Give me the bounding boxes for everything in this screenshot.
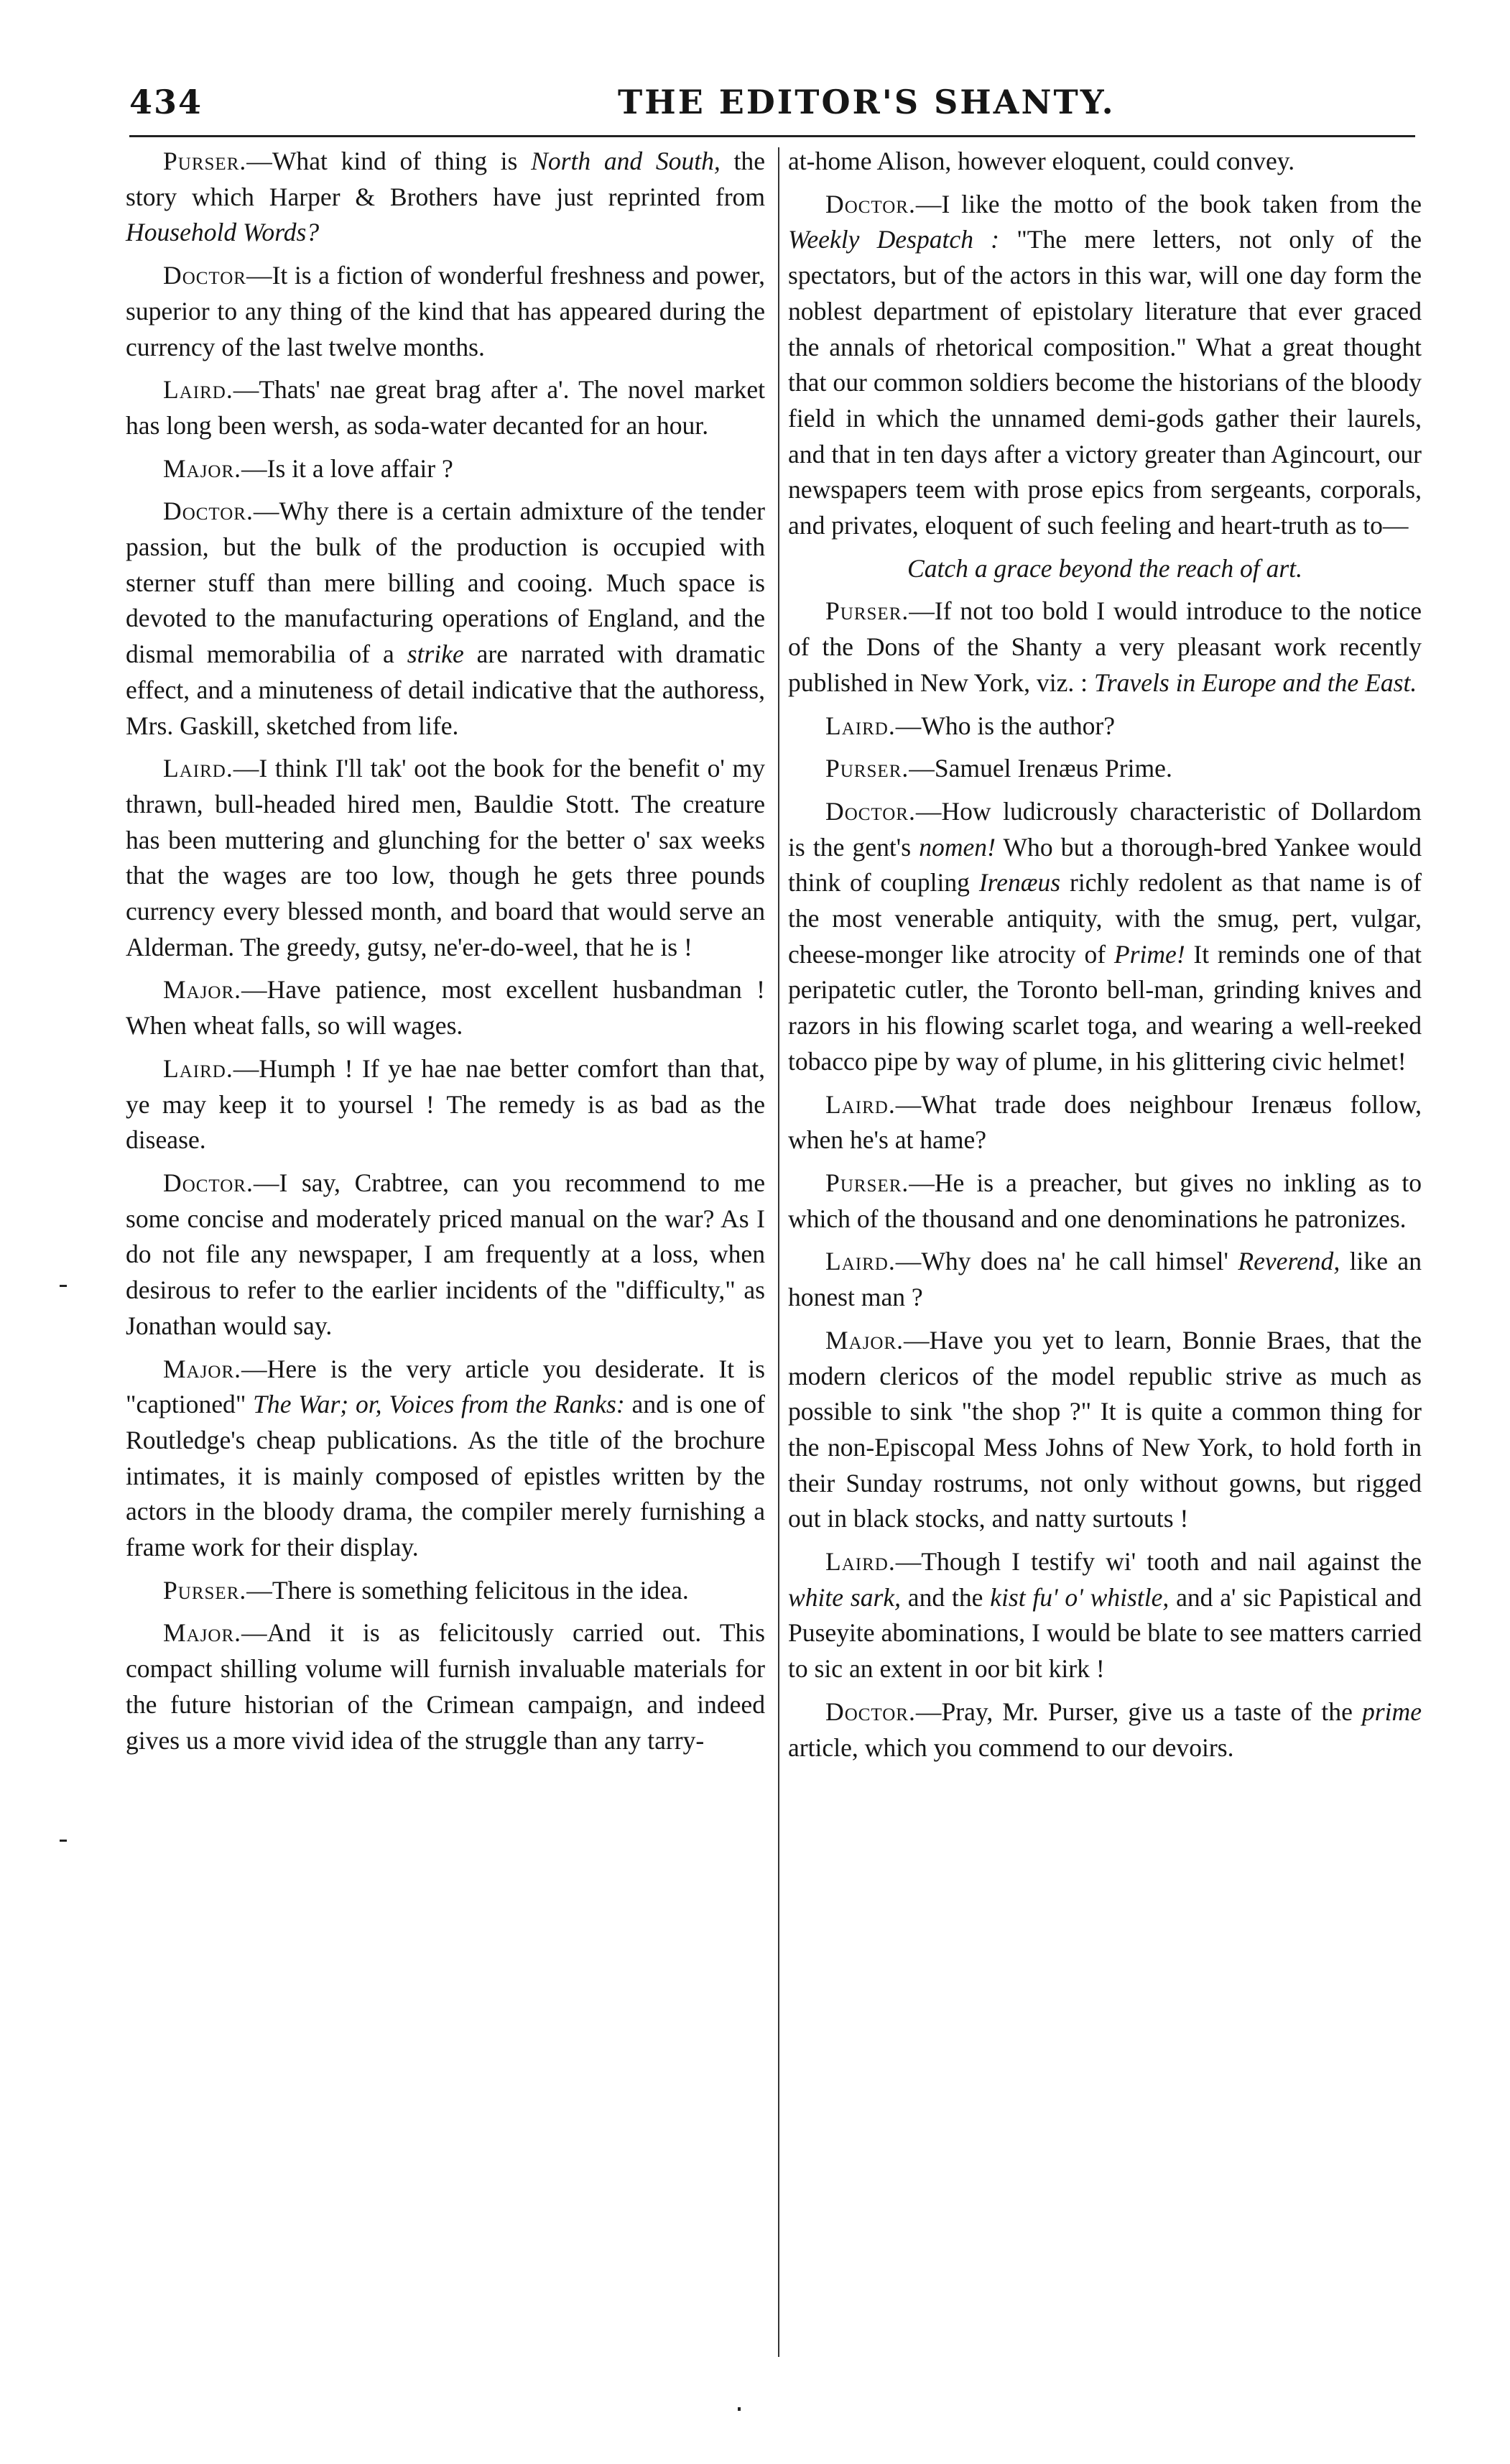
right-paragraph (788, 751, 1422, 787)
left-paragraph (126, 1051, 765, 1158)
body-text: —Have patience, most excellent husbandman ! When wheat falls, so will wages. (126, 975, 765, 1040)
body-text: —Humph ! If ye hae nae better comfort than that, ye may keep it to yoursel ! The remedy is as bad as the disease. (126, 1053, 765, 1155)
body-text: and the (901, 1582, 991, 1612)
body-text: —I think I'll tak' oot the book for the benefit o' my thrawn, bull-headed hired men, Bauldie Stott. The creature has been muttering and glunching for the better o' sax weeks that the wages are too low, though he gets three pounds currency every blessed month, and board that would serve an Alderman. The greedy, gutsy, ne'er-do-weel, that he is ! (126, 754, 765, 961)
body-text: —If not too bold I would introduce to the notice of the Dons of the Shanty a very pleasant work recently published in New York, viz. : (788, 596, 1422, 697)
right-paragraph (788, 1544, 1422, 1687)
left-paragraph (126, 751, 765, 965)
body-text: like an honest man ? (788, 1247, 1422, 1312)
left-column (126, 144, 765, 1766)
print-speck (60, 1285, 67, 1287)
body-text: richly redolent as that name is of the most venerable antiquity, with the smug, pert, vulgar, cheese-monger like atrocity of (788, 868, 1422, 969)
speaker-name: Doctor. (825, 796, 916, 826)
italic-text: Weekly Despatch : (788, 225, 1000, 254)
body-text: —What trade does neighbour Irenæus follow, when he's at hame? (788, 1089, 1422, 1155)
italic-text: North and South, (531, 147, 721, 175)
italic-text: Travels in Europe and the East. (1093, 668, 1417, 697)
body-text: Who but a thorough-bred Yankee would think of coupling (788, 832, 1422, 898)
body-text: —Thats' nae great brag after a'. The novel market has long been wersh, as soda-water decanted for an hour. (126, 375, 765, 440)
body-text: —Is it a love affair ? (241, 453, 453, 483)
left-paragraph (126, 372, 765, 443)
italic-text: prime (1361, 1697, 1422, 1726)
body-text: —Why does na' he call himsel' (895, 1247, 1238, 1276)
left-paragraph (126, 451, 765, 487)
body-text: —I like the motto of the book taken from the (915, 189, 1422, 218)
body-text: —There is something felicitous in the idea. (246, 1575, 689, 1605)
speaker-name: Purser. (825, 754, 909, 783)
italic-text: strike (407, 640, 464, 669)
body-text: —I say, Crabtree, can you recommend to me some concise and moderately priced manual on the war? As I do not file any newspaper, I am frequently at a loss, when desirous to refer to the earlier incidents of the "difficulty," as Jonathan would say. (126, 1168, 765, 1340)
speaker-name: Purser. (163, 147, 247, 175)
left-paragraph (126, 258, 765, 365)
print-speck (738, 2407, 741, 2411)
italic-text: white sark, (788, 1582, 902, 1612)
right-paragraph (788, 1166, 1422, 1237)
left-paragraph (126, 144, 765, 251)
body-text: article, which you commend to our devoirs. (788, 1732, 1234, 1762)
right-paragraph (788, 794, 1422, 1080)
italic-text: kist fu' o' whistle, (990, 1582, 1169, 1612)
speaker-name: Doctor. (163, 497, 254, 526)
speaker-name: Major. (163, 453, 242, 483)
body-text: —Have you yet to learn, Bonnie Braes, that the modern clericos of the model republic strive as much as possible to sink "the shop ?" It is quite a common thing for the non-Episcopal Mess Johns of New York, to hold forth in their Sunday rostrums, not only without gowns, but rigged out in black stocks, and natty surtouts ! (788, 1325, 1422, 1533)
body-text: are narrated with dramatic effect, and a minuteness of detail indicative that the authoress, Mrs. Gaskill, sketched from life. (126, 640, 765, 740)
body-text: —What kind of thing is (246, 147, 532, 175)
left-paragraph (126, 972, 765, 1043)
body-text: —Samuel Irenæus Prime. (909, 754, 1172, 783)
italic-text: The War; or, Voices from the Ranks: (253, 1390, 625, 1419)
right-paragraph (788, 144, 1422, 180)
header-rule (129, 135, 1415, 137)
speaker-name: Laird. (825, 1089, 896, 1119)
speaker-name: Laird. (825, 1547, 896, 1577)
speaker-name: Doctor (163, 261, 246, 290)
print-speck (60, 1840, 67, 1842)
left-paragraph (126, 1166, 765, 1344)
column-divider (778, 147, 779, 2357)
right-paragraph (788, 1087, 1422, 1158)
body-text: —He is a preacher, but gives no inkling as to which of the thousand and one denominations he patronizes. (788, 1168, 1422, 1233)
speaker-name: Doctor. (825, 1697, 916, 1726)
right-paragraph (788, 709, 1422, 744)
speaker-name: Laird. (825, 711, 896, 740)
right-paragraph (788, 594, 1422, 701)
right-paragraph (788, 1694, 1422, 1766)
body-text: at-home Alison, however eloquent, could convey. (788, 147, 1295, 175)
italic-text: nomen! (919, 832, 996, 862)
italic-text: Prime! (1113, 939, 1185, 969)
body-text: —Pray, Mr. Purser, give us a taste of the (915, 1697, 1362, 1726)
speaker-name: Laird. (163, 754, 233, 783)
speaker-name: Major. (163, 1354, 242, 1383)
right-paragraph (788, 1244, 1422, 1315)
body-text: —It is a fiction of wonderful freshness and power, superior to any thing of the kind that has appeared during the currency of the last twelve months. (126, 261, 765, 361)
speaker-name: Major. (163, 1618, 242, 1648)
body-text: "The mere letters, not only of the spectators, but of the actors in this war, will one day form the noblest department of epistolary literature that ever graced the annals of rhetorical composition." What a great thought that our common soldiers become the historians of the bloody field in which the unnamed demi-gods gather their laurels, and that in ten days after a victory greater than Agincourt, our newspapers teem with prose epics from sergeants, corporals, and privates, eloquent of such feeling and heart-truth as to— (788, 225, 1422, 540)
running-title: THE EDITOR'S SHANTY. (618, 83, 1116, 121)
speaker-name: Purser. (825, 1168, 909, 1197)
body-text: —And it is as felicitously carried out. This compact shilling volume will furnish invaluable materials for the future historian of the Crimean campaign, and indeed gives us a more vivid idea of the struggle than any tarry- (126, 1618, 765, 1755)
body-text: and a' sic Papistical and Puseyite abominations, I would be blate to see matters carried to sic an extent in oor bit kirk ! (788, 1582, 1422, 1684)
body-text: —Though I testify wi' tooth and nail against the (895, 1547, 1422, 1577)
speaker-name: Purser. (163, 1575, 247, 1605)
speaker-name: Laird. (163, 375, 233, 405)
body-text: —Who is the author? (895, 711, 1116, 740)
body-text: and is one of Routledge's cheap publications. As the title of the brochure intimates, it is mainly composed of epistles written by the actors in the bloody drama, the compiler merely furnishing a frame work for their display. (126, 1390, 765, 1562)
body-text: It reminds one of that peripatetic cutler, the Toronto bell-man, grinding knives and razors in his flowing scarlet toga, and wearing a well-reeked tobacco pipe by way of plume, in his glittering civic helmet! (788, 939, 1422, 1076)
right-paragraph (788, 1323, 1422, 1537)
right-paragraph (788, 187, 1422, 544)
body-text: the story which Harper & Brothers have just reprinted from (126, 147, 765, 211)
speaker-name: Laird. (163, 1053, 233, 1083)
speaker-name: Doctor. (825, 189, 916, 218)
italic-text: Irenæus (978, 868, 1061, 898)
right-quotation: Catch a grace beyond the reach of art. (907, 553, 1303, 583)
speaker-name: Laird. (825, 1247, 896, 1276)
speaker-name: Major. (163, 975, 242, 1005)
body-text: —Why there is a certain admixture of the tender passion, but the bulk of the production is occupied with sterner stuff than mere billing and cooing. Much space is devoted to the manufacturing operations of England, and the dismal memorabilia of a (126, 497, 765, 669)
speaker-name: Major. (825, 1325, 904, 1355)
page-number: 434 (129, 83, 203, 121)
speaker-name: Purser. (825, 596, 909, 626)
right-column (788, 144, 1422, 1773)
body-text: —How ludicrously characteristic of Dollardom is the gent's (788, 796, 1422, 862)
left-paragraph (126, 1352, 765, 1566)
left-paragraph (126, 1573, 765, 1609)
speaker-name: Doctor. (163, 1168, 254, 1197)
page-header (129, 83, 1415, 140)
left-paragraph (126, 1615, 765, 1758)
left-paragraph (126, 494, 765, 744)
italic-text: Reverend, (1238, 1247, 1340, 1276)
body-text: —Here is the very article you desiderate. It is "captioned" (126, 1354, 765, 1419)
italic-text: Household Words? (126, 218, 320, 247)
